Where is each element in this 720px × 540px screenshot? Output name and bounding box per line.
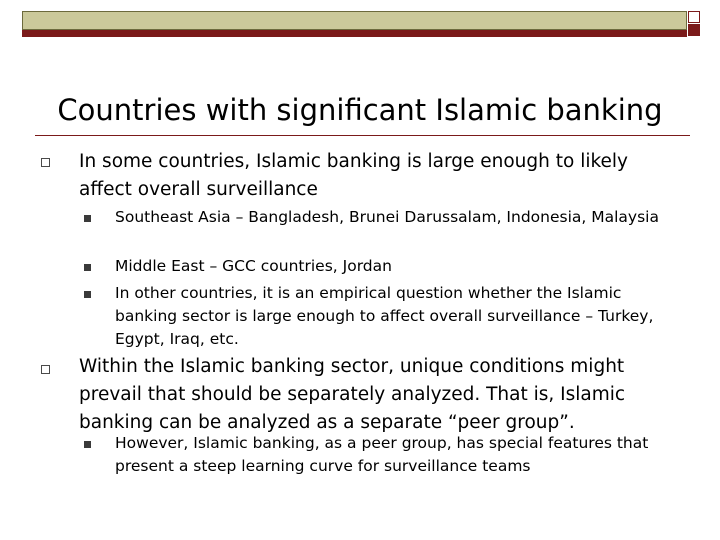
filled-square-bullet-icon [84,291,91,298]
filled-square-bullet-icon [84,441,91,448]
bullet-1-sub-3-text: In other countries, it is an empirical question whether the Islamic banking sector is large enough to affect overall surveillance – Turkey, Egypt, Iraq, etc. [115,284,654,348]
bullet-1-sub-1-text: Southeast Asia – Bangladesh, Brunei Darussalam, Indonesia, Malaysia [115,208,659,226]
hollow-square-bullet-icon [41,158,50,167]
hollow-square-bullet-icon [41,365,50,374]
bullet-1-text: In some countries, Islamic banking is large enough to likely affect overall surveillance [79,151,628,200]
bullet-1-sub-2-text: Middle East – GCC countries, Jordan [115,257,392,275]
filled-square-bullet-icon [84,215,91,222]
slide-title: Countries with significant Islamic banking [57,93,663,127]
bullet-2-text: Within the Islamic banking sector, unique conditions might prevail that should be separately analyzed. That is, Islamic banking can be analyzed as a separate “peer group”. [79,356,626,433]
bullet-2-sub-1-text: However, Islamic banking, as a peer group, has special features that present a steep learning curve for surveillance teams [115,434,649,475]
filled-square-bullet-icon [84,264,91,271]
